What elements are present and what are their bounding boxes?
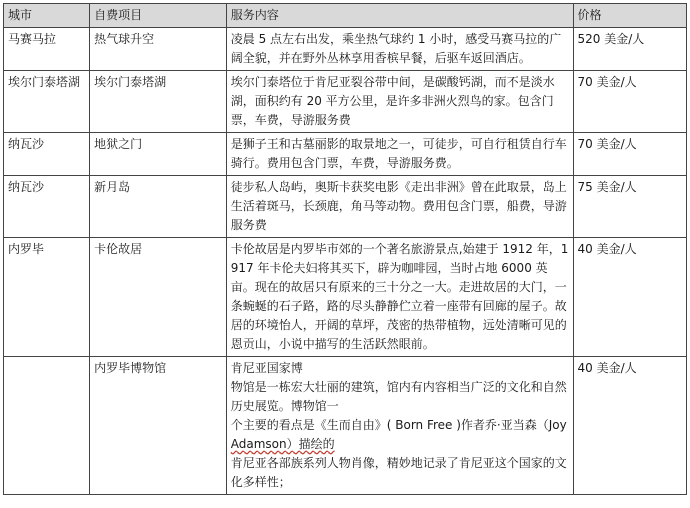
table-header-row [4,4,687,28]
city-cell: 纳瓦沙 [4,176,90,238]
item-cell: 新月岛 [90,176,227,238]
item-cell: 卡伦故居 [90,238,227,357]
header-price: 价格 [573,4,687,28]
header-item: 自费项目 [90,4,227,28]
service-line: 个主要的看点是《生而自由》( Born Free )作者乔·亚当森（Joy [230,418,567,432]
table-row [4,238,687,357]
city-cell: 埃尔门泰塔湖 [4,71,90,133]
service-line: 物馆是一栋宏大壮丽的建筑，馆内有内容相当广泛的文化和自然历史展览。博物馆一 [230,380,567,413]
table-row [4,71,687,133]
service-cell: 徒步私人岛屿，奥斯卡获奖电影《走出非洲》曾在此取景，岛上生活着斑马，长颈鹿，角马等动物。费用包含门票，船费，导游服务费 [226,176,573,238]
price-cell: 75 美金/人 [573,176,687,238]
item-cell: 地狱之门 [90,133,227,176]
service-cell: 凌晨 5 点左右出发，乘坐热气球约 1 小时，感受马赛马拉的广阔全貌，并在野外丛林享用香槟早餐，后驱车返回酒店。 [226,28,573,71]
service-line-spellcheck: Adamson）描绘的 [230,437,335,451]
price-cell: 40 美金/人 [573,357,687,495]
item-cell: 埃尔门泰塔湖 [90,71,227,133]
service-cell [226,357,573,495]
service-line: 肯尼亚各部族系列人物肖像，精妙地记录了肯尼亚这个国家的文化多样性； [230,456,567,489]
service-line: 肯尼亚国家博 [230,361,303,375]
city-cell [4,357,90,495]
price-cell: 70 美金/人 [573,133,687,176]
service-cell: 埃尔门泰塔位于肯尼亚裂谷带中间，是碳酸钙湖，而不是淡水湖，面积约有 20 平方公里，是许多非洲火烈鸟的家。包含门票，车费，导游服务费 [226,71,573,133]
tour-price-table [3,3,687,495]
table-row [4,28,687,71]
item-cell: 热气球升空 [90,28,227,71]
city-cell: 内罗毕 [4,238,90,357]
city-cell: 马赛马拉 [4,28,90,71]
service-cell: 卡伦故居是内罗毕市郊的一个著名旅游景点,始建于 1912 年，1917 年卡伦夫妇将其买下，辟为咖啡园，当时占地 6000 英亩。现在的故居只有原来的三十分之一大。走进故居的大门，一条蜿蜒的石子路，路的尽头静静伫立着一座带有回廊的屋子。故居的环境怡人，开阔的草坪，茂密的热带植物，远处清晰可见的恩贡山，小说中描写的生活跃然眼前。 [226,238,573,357]
table-row [4,133,687,176]
city-cell: 纳瓦沙 [4,133,90,176]
table-row [4,357,687,495]
table-row [4,176,687,238]
price-cell: 40 美金/人 [573,238,687,357]
item-cell: 内罗毕博物馆 [90,357,227,495]
header-service: 服务内容 [226,4,573,28]
service-cell: 是狮子王和古墓丽影的取景地之一，可徒步，可自行租赁自行车骑行。费用包含门票，车费，导游服务费。 [226,133,573,176]
price-cell: 70 美金/人 [573,71,687,133]
price-cell: 520 美金/人 [573,28,687,71]
header-city: 城市 [4,4,90,28]
